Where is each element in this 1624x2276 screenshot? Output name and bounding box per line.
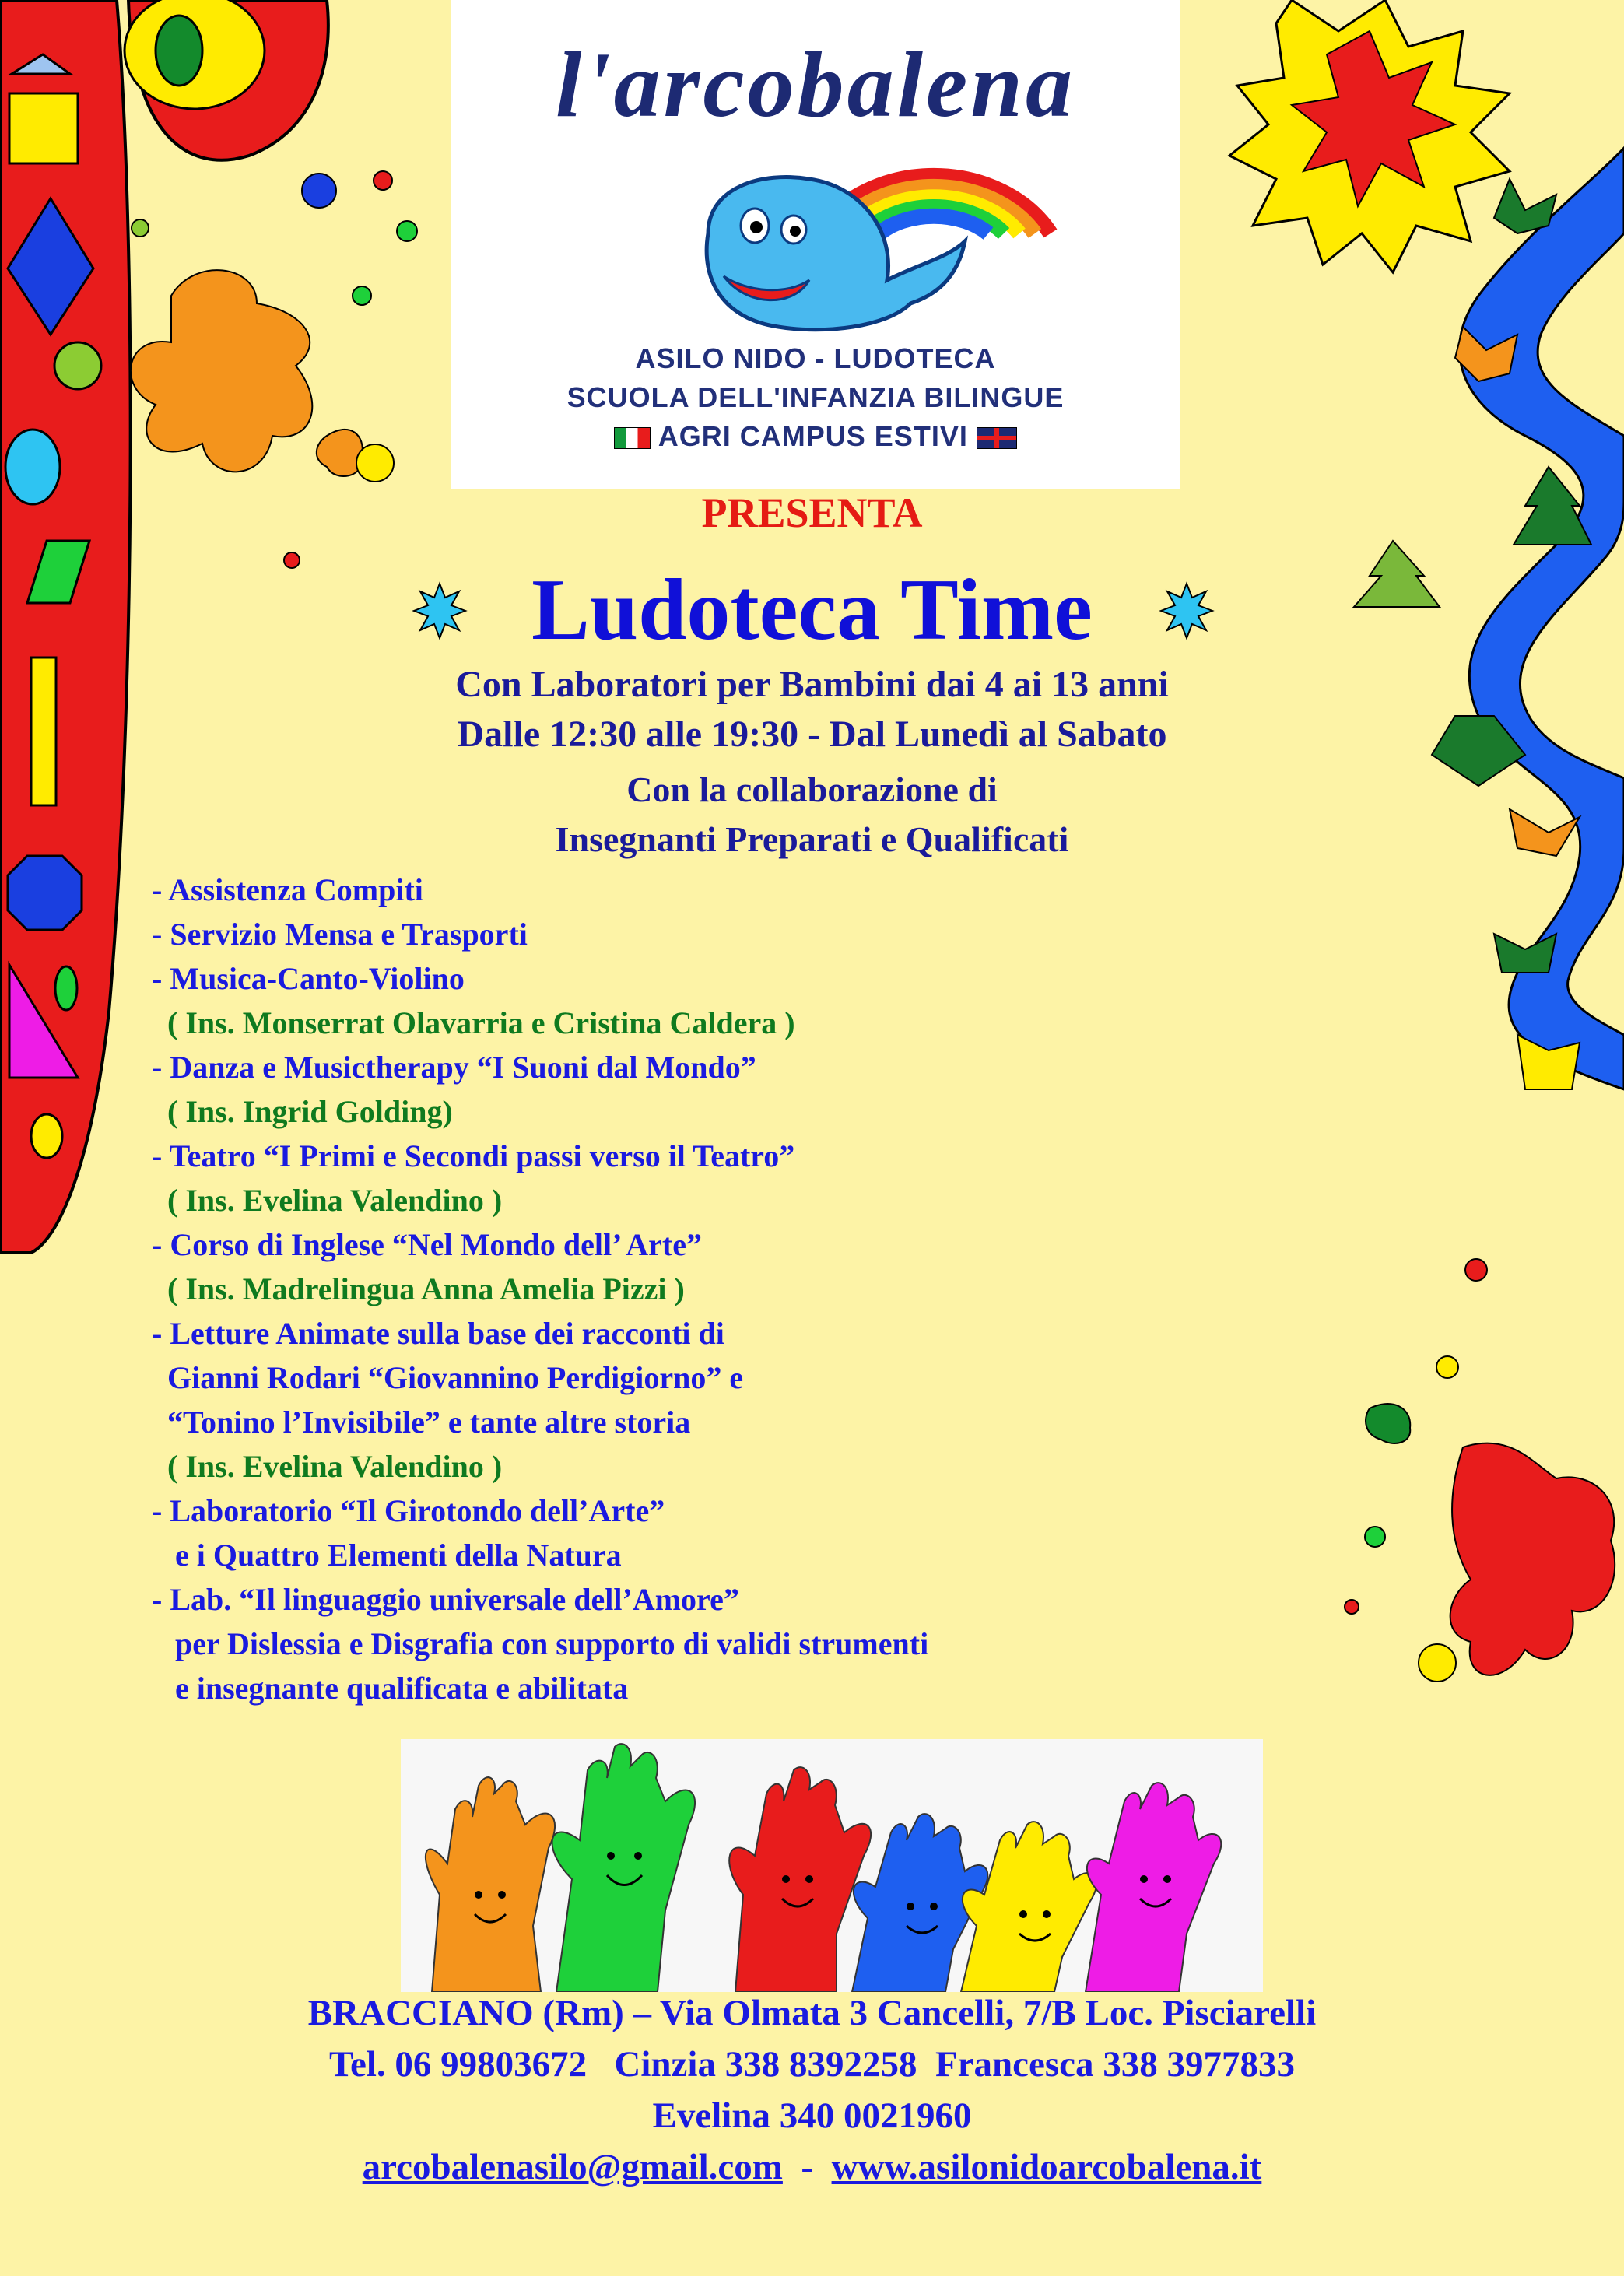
list-item: - Lab. “Il linguaggio universale dell’Amore”	[152, 1582, 739, 1617]
list-item: - Danza e Musictherapy “I Suoni dal Mondo”	[152, 1050, 756, 1085]
square-shape	[9, 93, 78, 163]
list-item: ( Ins. Evelina Valendino )	[152, 1183, 503, 1218]
list-item: Gianni Rodari “Giovannino Perdigiorno” e	[152, 1360, 744, 1395]
list-item: e i Quattro Elementi della Natura	[152, 1538, 622, 1573]
list-item: - Teatro “I Primi e Secondi passi verso il Teatro”	[152, 1138, 795, 1173]
logo-line1: ASILO NIDO - LUDOTECA	[635, 342, 996, 374]
collaboration-line2: Insegnanti Preparati e Qualificati	[555, 819, 1069, 859]
list-item: - Letture Animate sulla base dei racconti di	[152, 1316, 724, 1351]
footer-phone-extra: Evelina 340 0021960	[652, 2095, 972, 2136]
email-link[interactable]: arcobalenasilo@gmail.com	[362, 2147, 783, 2187]
list-item: ( Ins. Evelina Valendino )	[152, 1449, 503, 1484]
orange-splash	[131, 270, 312, 472]
list-item: e insegnante qualificata e abilitata	[152, 1671, 629, 1706]
logo-line3-text: AGRI CAMPUS ESTIVI	[658, 420, 968, 452]
green-dot-2	[353, 286, 371, 305]
page-title: Ludoteca Time	[531, 562, 1093, 658]
yellow-dot-2	[1436, 1356, 1458, 1378]
list-item: ( Ins. Ingrid Golding)	[152, 1094, 453, 1129]
lime-dot	[132, 219, 149, 237]
green-oval-shape	[156, 16, 202, 86]
link-separator: -	[801, 2147, 814, 2187]
yellow-dot-3	[1419, 1644, 1456, 1682]
yellow-small-ellipse-shape	[31, 1114, 62, 1158]
list-item: - Musica-Canto-Violino	[152, 961, 465, 996]
list-item: ( Ins. Madrelingua Anna Amelia Pizzi )	[152, 1271, 685, 1306]
yellow-dot	[356, 444, 394, 482]
logo-line3	[451, 420, 1180, 453]
presenta-label: PRESENTA	[701, 489, 923, 536]
footer-address: BRACCIANO (Rm) – Via Olmata 3 Cancelli, 7/B Loc. Pisciarelli	[307, 1993, 1317, 2033]
uk-flag-icon	[977, 427, 1017, 449]
collaboration-line1: Con la collaborazione di	[626, 770, 998, 809]
octagon-shape	[8, 856, 82, 930]
green-dot	[397, 221, 417, 241]
list-item: - Servizio Mensa e Trasporti	[152, 917, 528, 952]
red-dot-3	[1465, 1259, 1487, 1281]
red-splash	[1450, 1443, 1615, 1675]
italy-flag-icon	[614, 427, 651, 449]
logo-block	[451, 0, 1180, 489]
footer-links	[0, 2146, 1624, 2188]
list-item: “Tonino l’Invisibile” e tante altre storia	[152, 1405, 691, 1440]
painted-hands-image	[401, 1739, 1263, 1992]
list-item: - Assistenza Compiti	[152, 872, 423, 907]
list-item: ( Ins. Monserrat Olavarria e Cristina Caldera )	[152, 1005, 795, 1040]
red-dot	[374, 171, 392, 190]
list-item: - Laboratorio “Il Girotondo dell’Arte”	[152, 1493, 665, 1528]
green-small-ellipse-shape	[55, 966, 77, 1010]
logo-brand: l'arcobalena	[556, 33, 1075, 136]
list-item: - Corso di Inglese “Nel Mondo dell’ Arte”	[152, 1227, 702, 1262]
footer-phones: Tel. 06 99803672 Cinzia 338 8392258 Francesca 338 3977833	[328, 2044, 1296, 2085]
subtitle-age-range: Con Laboratori per Bambini dai 4 ai 13 anni	[455, 664, 1169, 705]
blue-dot	[302, 174, 336, 208]
activity-list	[152, 868, 1397, 1710]
website-link[interactable]: www.asilonidoarcobalena.it	[831, 2147, 1262, 2187]
list-item: per Dislessia e Disgrafia con supporto di validi strumenti	[152, 1626, 929, 1661]
logo-line2: SCUOLA DELL'INFANZIA BILINGUE	[566, 381, 1065, 413]
green-circle-shape	[54, 342, 101, 389]
subtitle-schedule: Dalle 12:30 alle 19:30 - Dal Lunedì al Sabato	[457, 714, 1167, 755]
orange-splash-small	[317, 430, 363, 476]
